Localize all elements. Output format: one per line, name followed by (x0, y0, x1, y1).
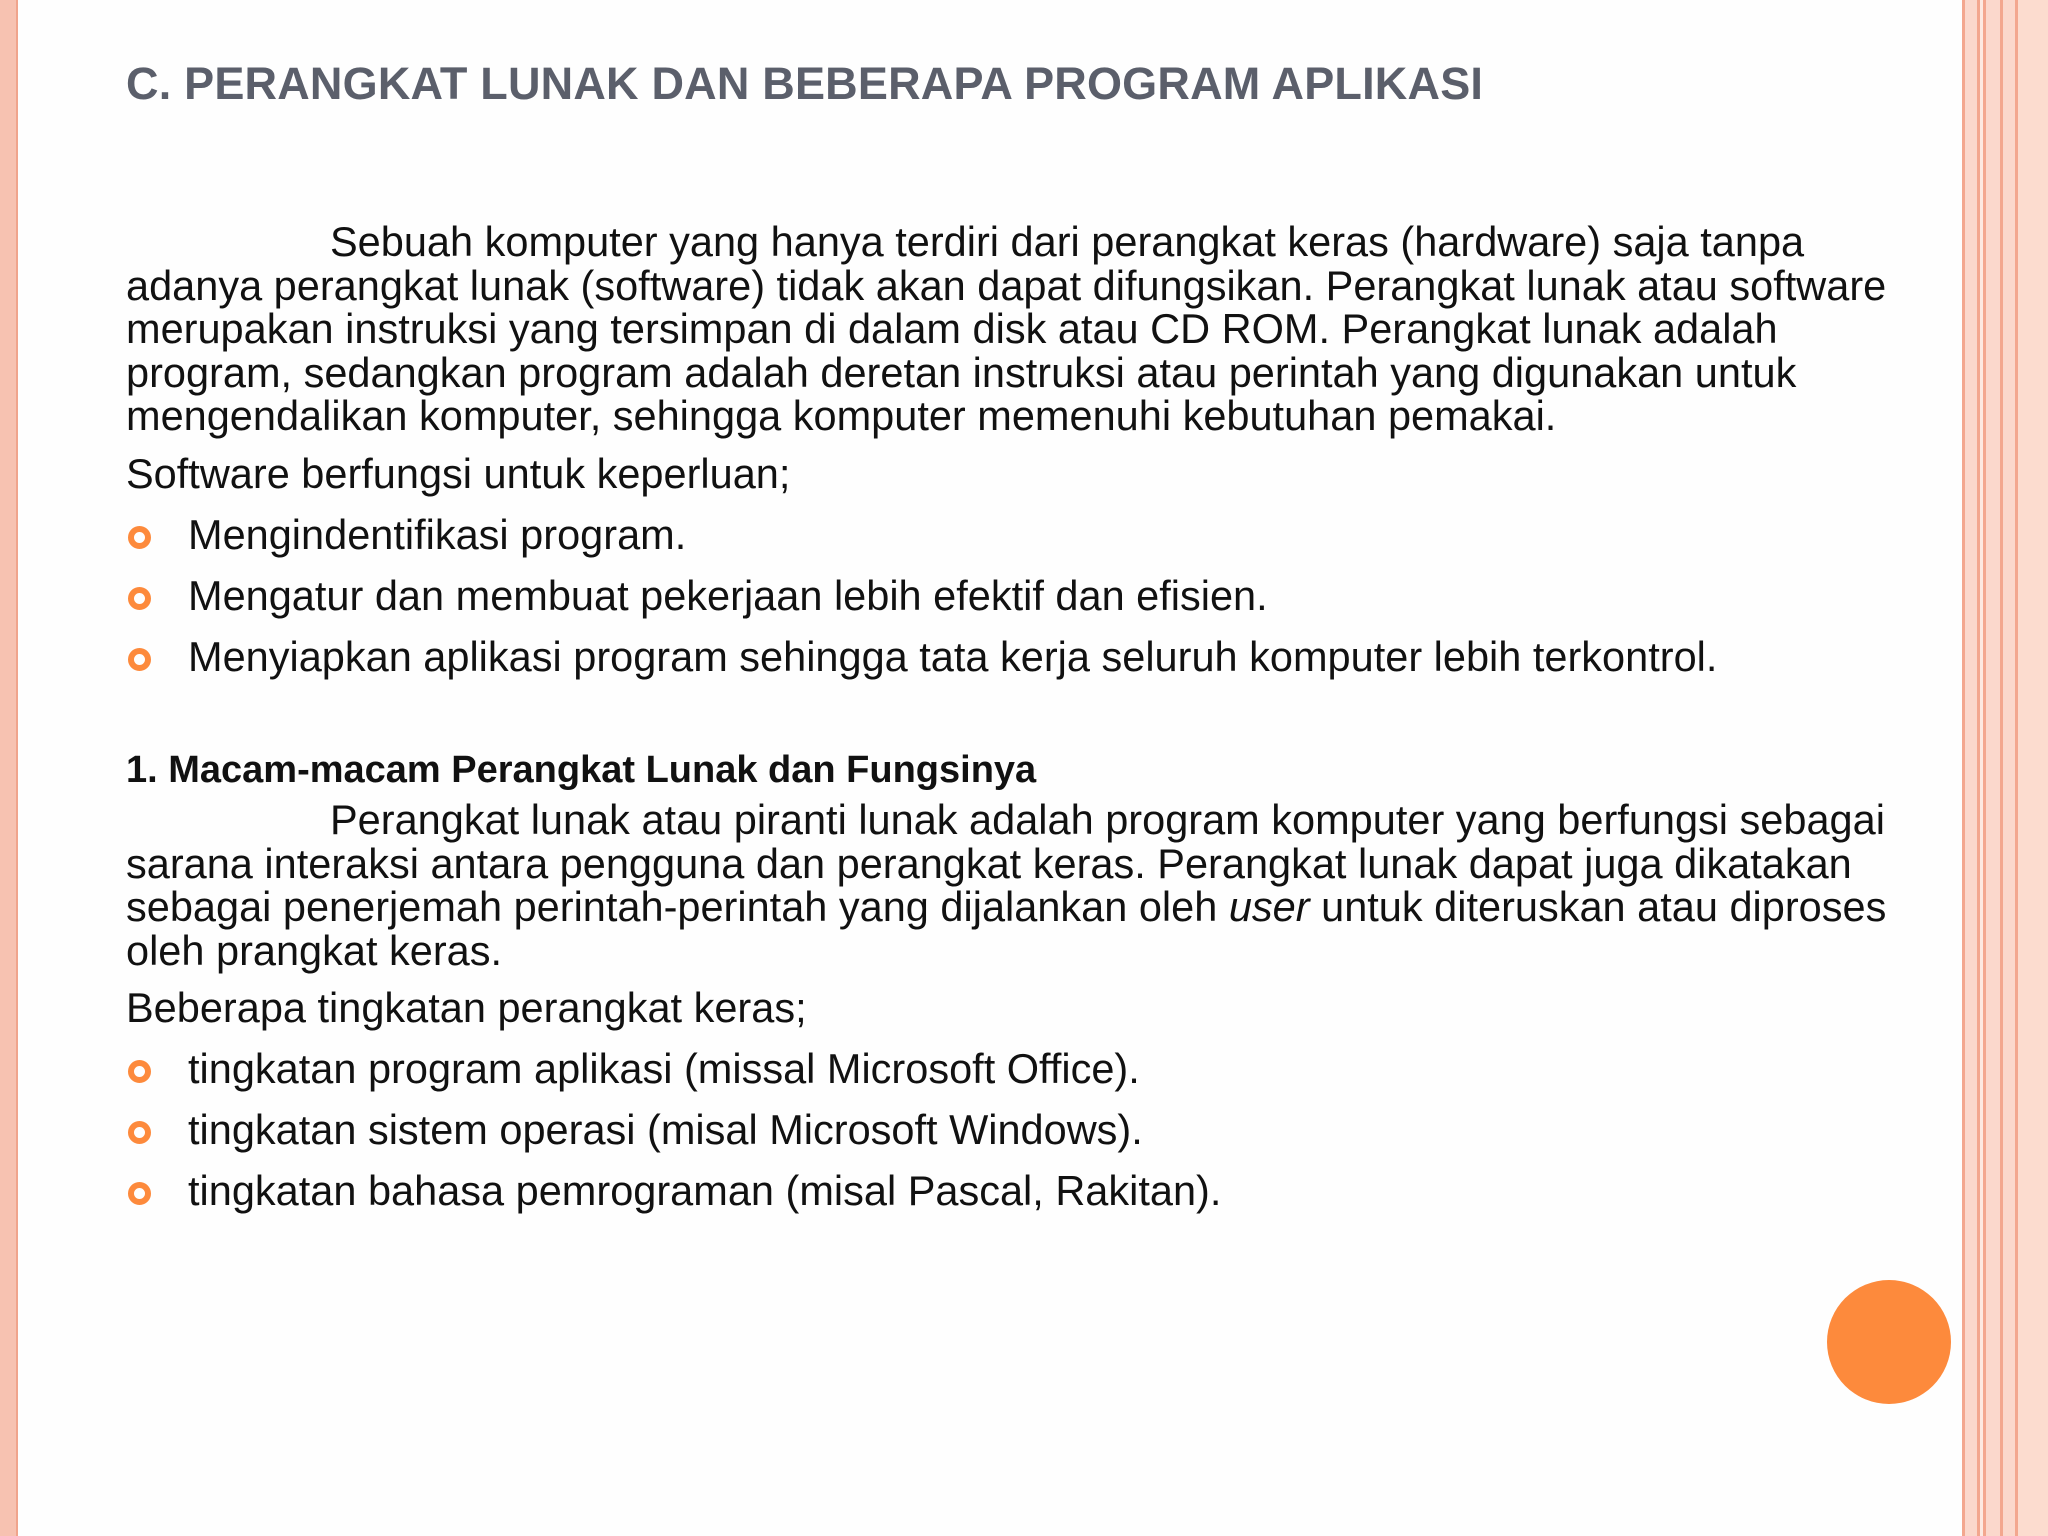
ring-bullet-icon (128, 1182, 151, 1205)
right-stripe (2018, 0, 2048, 1536)
levels-list (126, 1047, 1926, 1213)
levels-lead: Beberapa tingkatan perangkat keras; (126, 984, 807, 1031)
list-item (126, 632, 1926, 680)
section-paragraph-text-end: untuk diteruskan atau diproses oleh prangkat keras. (126, 883, 1887, 974)
list-item-text: tingkatan sistem operasi (misal Microsoft Windows). (188, 1106, 1143, 1153)
list-item-text: Menyiapkan aplikasi program sehingga tata kerja seluruh komputer lebih terkontrol. (188, 632, 1718, 680)
right-stripe (1986, 0, 2000, 1536)
list-item-text: tingkatan bahasa pemrograman (misal Pascal, Rakitan). (188, 1167, 1222, 1214)
section-paragraph-italic: user (1228, 883, 1310, 930)
section-heading: 1. Macam-macam Perangkat Lunak dan Fungsinya (126, 749, 1037, 791)
list-item (126, 571, 1926, 619)
list-item-text: Mengatur dan membuat pekerjaan lebih efektif dan efisien. (188, 571, 1268, 619)
list-item (126, 1108, 1926, 1152)
intro-paragraph-text: Sebuah komputer yang hanya terdiri dari perangkat keras (hardware) saja tanpa adanya perangkat lunak (software) tidak akan dapat difungsikan. Perangkat lunak atau software merupakan instruksi yang tersimpan di dalam disk atau CD ROM. Perangkat lunak adalah program, sedangkan program adalah deretan instruksi atau perintah yang digunakan untuk mengendalikan komputer, sehingga komputer memenuhi kebutuhan pemakai. (126, 218, 1887, 439)
left-border-decoration (0, 0, 16, 1536)
ring-bullet-icon (128, 648, 151, 671)
right-stripe (1965, 0, 1977, 1536)
intro-paragraph (126, 220, 1926, 438)
functions-lead: Software berfungsi untuk keperluan; (126, 449, 791, 497)
slide-title: C. PERANGKAT LUNAK DAN BEBERAPA PROGRAM APLIKASI (126, 58, 1484, 109)
ring-bullet-icon (128, 587, 151, 610)
functions-list (126, 510, 1926, 680)
list-item-text: tingkatan program aplikasi (missal Microsoft Office). (188, 1045, 1140, 1092)
ring-bullet-icon (128, 1060, 151, 1083)
list-item (126, 1169, 1926, 1213)
left-border-line (16, 0, 18, 1536)
list-item-text: Mengindentifikasi program. (188, 510, 687, 558)
ring-bullet-icon (128, 526, 151, 549)
section-paragraph-text: Perangkat lunak atau piranti lunak adalah program komputer yang berfungsi sebagai sarana interaksi antara pengguna dan perangkat keras. Perangkat lunak dapat juga dikatakan sebagai penerjemah perintah-perintah yang dijalankan oleh (126, 796, 1885, 930)
orange-circle-decoration (1827, 1280, 1951, 1404)
ring-bullet-icon (128, 1121, 151, 1144)
slide-content (126, 220, 1926, 1213)
right-stripe (2003, 0, 2015, 1536)
list-item (126, 1047, 1926, 1091)
section-paragraph (126, 798, 1926, 972)
list-item (126, 510, 1926, 558)
